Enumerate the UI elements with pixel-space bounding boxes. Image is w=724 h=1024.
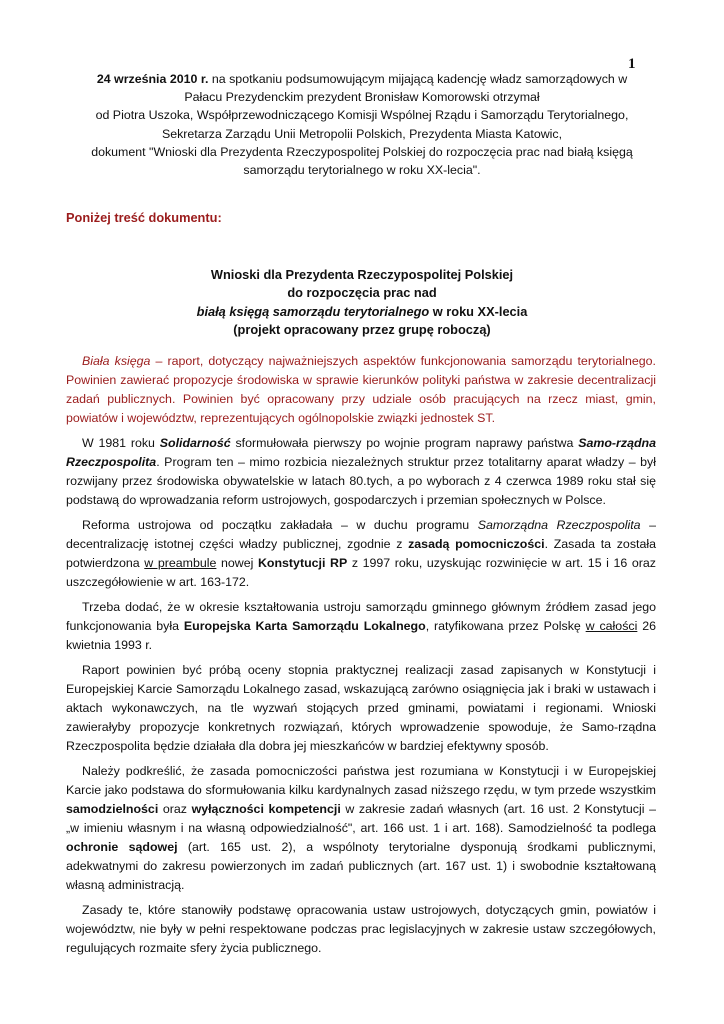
document-body	[66, 352, 656, 964]
title-line-2: do rozpoczęcia prac nad	[287, 285, 437, 301]
page-number: 1	[628, 56, 636, 72]
paragraph-5: Raport powinien być próbą oceny stopnia praktycznej realizacji zasad zapisanych w Konstytucji i Europejskiej Karcie Samorządu Lokalnego zasad, wskazującą zarówno osiągnięcia jak i braki w ustawach i aktach wykonawczych, na tle wyzwań stojących przed gminami, powiatami i regionami. Wnioski zawierałyby propozycje konkretnych rozwiązań, których wprowadzenie spowoduje, że Samo-rządna Rzeczpospolita będzie działała dla dobra jej mieszkańców w bardziej efektywny sposób.	[66, 663, 656, 753]
section-heading: Poniżej treść dokumentu:	[66, 210, 222, 225]
intro-line-4: Sekretarza Zarządu Unii Metropolii Polskich, Prezydenta Miasta Katowic,	[161, 126, 563, 141]
intro-block	[60, 70, 664, 179]
paragraph-3: Reforma ustrojowa od początku zakładała – w duchu programu Samorządna Rzeczpospolita – decentralizację istotnej części władzy publicznej, zgodnie z zasadą pomocniczości. Zasada ta została potwierdzona w preambule nowej Konstytucji RP z 1997 roku, uzyskując rozwinięcie w art. 15 i 16 oraz uszczegółowienie w art. 163-172.	[66, 518, 656, 589]
title-line-4: (projekt opracowany przez grupę roboczą)	[233, 322, 491, 338]
intro-date: 24 września 2010 r.	[96, 72, 209, 86]
paragraph-7: Zasady te, które stanowiły podstawę opracowania ustaw ustrojowych, dotyczących gmin, powiatów i województw, nie były w pełni respektowane podczas prac legislacyjnych w zakresie ustaw szczegółowych, regulujących rozmaite sfery życia publicznego.	[66, 903, 656, 955]
paragraph-6: Należy podkreślić, że zasada pomocniczości państwa jest rozumiana w Konstytucji i w Europejskiej Karcie jako podstawa do sformułowania kilku kardynalnych zasad niższego rzędu, w tym przede wszystkim samodzielności oraz wyłączności kompetencji w zakresie zadań własnych (art. 16 ust. 2 Konstytucji – „w imieniu własnym i na własną odpowiedzialność", art. 166 ust. 1 i art. 168). Samodzielność ta podlega ochronie sądowej (art. 165 ust. 2), a wspólnoty terytorialne dysponują środkami publicznymi, adekwatnymi do zakresu powierzonych im zadań publicznych (art. 167 ust. 1) i swobodnie kształtowaną własną administracją.	[66, 764, 656, 892]
intro-line-2: Pałacu Prezydenckim prezydent Bronisław Komorowski otrzymał	[184, 90, 540, 105]
intro-line-3: od Piotra Uszoka, Współprzewodniczącego Komisji Wspólnej Rządu i Samorządu Terytorialnego,	[95, 108, 629, 123]
intro-line-5: dokument "Wnioski dla Prezydenta Rzeczypospolitej Polskiej do rozpoczęcia prac nad białą księgą	[91, 144, 633, 159]
document-title	[60, 266, 664, 340]
title-line-3: białą księgą samorządu terytorialnego w roku XX-lecia	[196, 303, 528, 319]
paragraph-4: Trzeba dodać, że w okresie kształtowania ustroju samorządu gminnego głównym źródłem zasad jego funkcjonowania była Europejska Karta Samorządu Lokalnego, ratyfikowana przez Polskę w całości 26 kwietnia 1993 r.	[66, 600, 656, 652]
paragraph-1: Biała księga – raport, dotyczący najważniejszych aspektów funkcjonowania samorządu terytorialnego. Powinien zawierać propozycje środowiska w sprawie kierunków polityki państwa w zakresie decentralizacji zadań publicznych. Powinien być opracowany przy udziale osób pracujących na rzecz miast, gmin, powiatów i województw, reprezentujących ogólnopolskie związki jednostek ST.	[66, 354, 657, 425]
intro-line-6: samorządu terytorialnego w roku XX-lecia".	[243, 163, 481, 178]
paragraph-2: W 1981 roku Solidarność sformułowała pierwszy po wojnie program naprawy państwa Samo-rządna Rzeczpospolita. Program ten – mimo rozbicia niezależnych struktur przez totalitarny aparat władzy – był rozwijany przez środowiska obywatelskie w latach 80.tych, a po wyborach z 4 czerwca 1989 roku stał się podstawą do wprowadzania reform ustrojowych, gospodarczych i przemian społecznych w Polsce.	[66, 436, 656, 507]
title-line-1: Wnioski dla Prezydenta Rzeczypospolitej Polskiej	[210, 267, 514, 282]
intro-line-1: 24 września 2010 r. na spotkaniu podsumowującym mijającą kadencję władz samorządowych w	[96, 72, 628, 86]
